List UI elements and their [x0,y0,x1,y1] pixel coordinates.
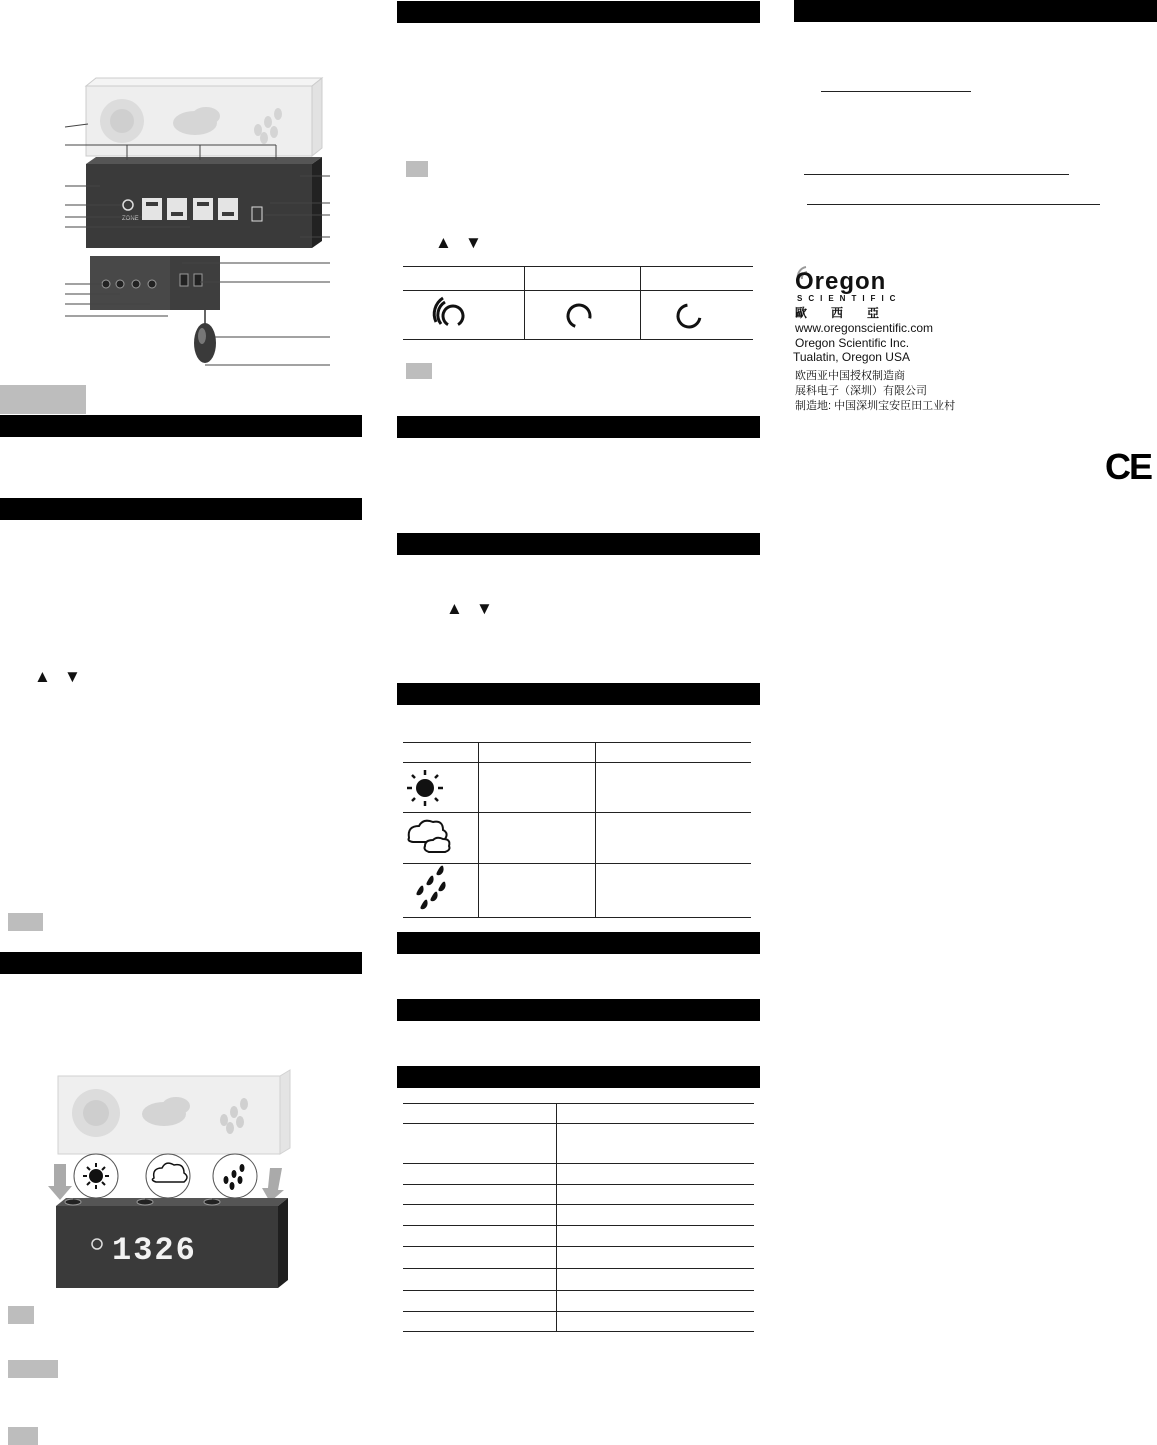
note-box [8,1360,58,1378]
down-arrow-icon: ▼ [465,233,482,252]
signal-strong-icon [433,296,473,336]
specs-table [403,1103,754,1333]
down-arrow-icon: ▼ [476,599,493,618]
section-header-bar [397,416,760,438]
rain-icon [409,868,449,914]
sun-icon [405,768,445,808]
section-header-bar [397,1,760,23]
section-header-bar [397,932,760,954]
brand-cn-line1: 欧西亚中国授权制造商 [795,370,905,382]
signal-weak-icon [559,296,599,336]
section-header-bar [397,683,760,705]
device-illustration [0,60,362,380]
up-arrow-icon: ▲ [435,233,452,252]
label-box [0,385,86,414]
section-header-bar [0,415,362,437]
brand-cn-line3: 制造地: 中国深圳宝安臣田工业村 [795,400,956,412]
section-header-bar [794,0,1157,22]
brand-chinese-name: 歐 西 亞 [795,306,880,320]
up-arrow-icon: ▲ [34,667,51,686]
device-diagram-top [0,60,362,380]
note-box [8,913,43,931]
cloud-icon [405,820,451,856]
cover-assembly-illustration [40,1068,340,1298]
ce-mark: CE [1105,446,1152,487]
section-header-bar [397,533,760,555]
note-box [406,363,432,379]
oregon-logo-sub: SCIENTIFIC [797,294,902,303]
brand-website: www.oregonscientific.com [795,321,934,335]
device-diagram-bottom [40,1068,340,1298]
note-box [8,1427,38,1445]
section-header-bar [397,1066,760,1088]
down-arrow-icon: ▼ [64,667,81,686]
underline-field [804,174,1069,175]
clock-display: 1326 [112,1232,197,1269]
up-arrow-icon: ▲ [446,599,463,618]
signal-none-icon [669,296,709,336]
signal-table [403,266,753,340]
brand-company: Oregon Scientific Inc. [795,336,910,350]
brand-location: Tualatin, Oregon USA [793,350,910,364]
section-header-bar [0,952,362,974]
forecast-table [403,742,751,918]
oregon-logo: Oregon [795,268,887,295]
zone-label: ZONE [122,216,139,222]
brand-cn-line2: 展科电子（深圳）有限公司 [795,385,927,397]
note-box [406,161,428,177]
underline-field [807,204,1100,205]
section-header-bar [397,999,760,1021]
section-header-bar [0,498,362,520]
underline-field [821,91,971,92]
note-box [8,1306,34,1324]
